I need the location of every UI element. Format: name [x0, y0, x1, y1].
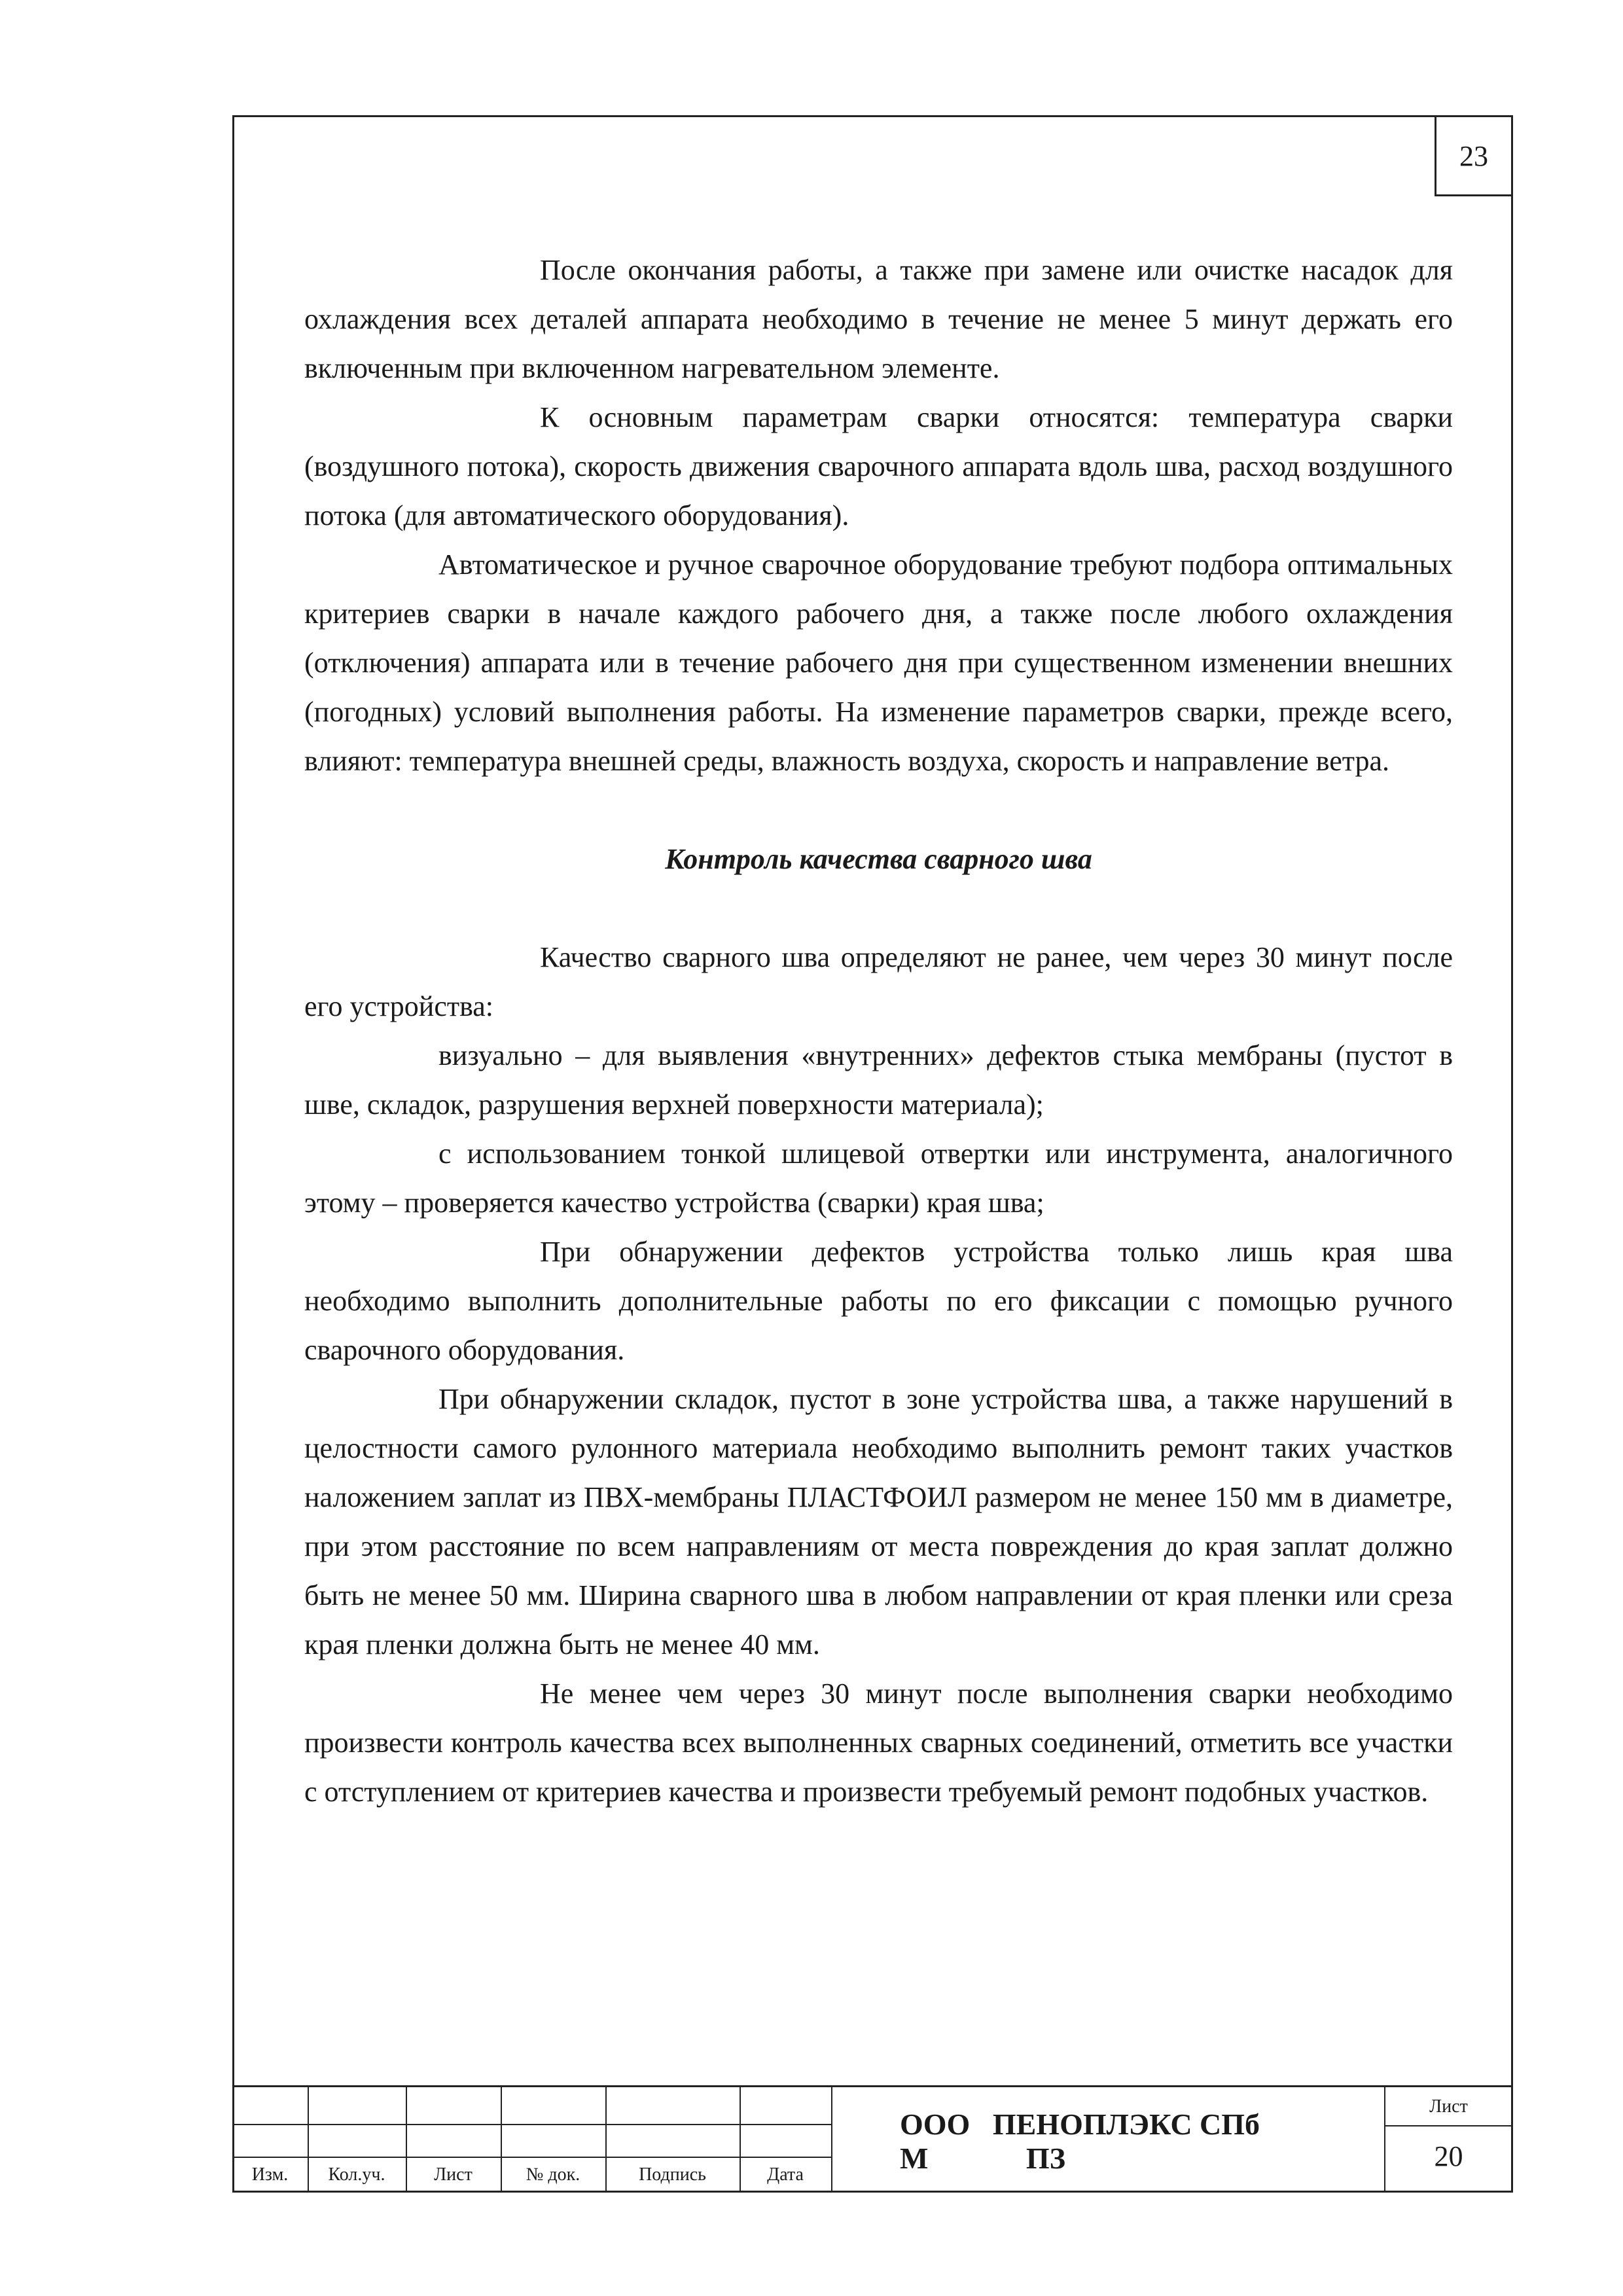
section-heading: Контроль качества сварного шва [665, 843, 1092, 875]
paragraph: визуально – для выявления «внутренних» дефектов стыка мембраны (пустот в шве, складок, разрушения верхней поверхности материала); [304, 1039, 1453, 1121]
col-label-date: Дата [767, 2164, 804, 2185]
paragraph: Качество сварного шва определяют не ранее, чем через 30 минут после его устройства: [304, 941, 1453, 1022]
title-block-stamp [232, 2085, 1513, 2193]
col-label-signature: Подпись [639, 2164, 706, 2185]
paragraph: с использованием тонкой шлицевой отвертки или инструмента, аналогичного этому – проверяется качество устройства (сварки) края шва; [304, 1138, 1453, 1219]
paragraph: К основным параметрам сварки относятся: температура сварки (воздушного потока), скорость движения сварочного аппарата вдоль шва, расход воздушного потока (для автоматического оборудования). [304, 401, 1453, 531]
col-label-doc-number: № док. [526, 2164, 580, 2185]
paragraph: При обнаружении складок, пустот в зоне устройства шва, а также нарушений в целостности самого рулонного материала необходимо выполнить ремонт таких участков наложением заплат из ПВХ-мембраны ПЛАСТФОИЛ размером не менее 150 мм в диаметре, при этом расстояние по всем направлениям от места повреждения до края заплат должно быть не менее 50 мм. Ширина сварного шва в любом направлении от края пленки или среза края пленки должна быть не менее 40 мм. [304, 1383, 1453, 1660]
stamp-row-line [1384, 2125, 1513, 2126]
corner-page-number: 23 [1435, 115, 1513, 196]
col-label-change: Изм. [251, 2164, 289, 2185]
stamp-divider [831, 2087, 832, 2193]
stamp-row-line [232, 2124, 831, 2125]
paragraph: Автоматическое и ручное сварочное оборудование требуют подбора оптимальных критериев сварки в начале каждого рабочего дня, а также после любого охлаждения (отключения) аппарата или в течение рабочего дня при существенном изменении внешних (погодных) условий выполнения работы. На изменение параметров сварки, прежде всего, влияют: температура внешней среды, влажность воздуха, скорость и направление ветра. [304, 548, 1453, 777]
paragraph: При обнаружении дефектов устройства только лишь края шва необходимо выполнить дополнительные работы по его фиксации с помощью ручного сварочного оборудования. [304, 1236, 1453, 1366]
stamp-row-line [232, 2157, 831, 2158]
stamp-title-line2: М ПЗ [900, 2142, 1065, 2175]
col-label-qty: Кол.уч. [328, 2164, 385, 2185]
sheet-number: 20 [1434, 2140, 1463, 2172]
col-label-sheet: Лист [434, 2164, 473, 2185]
paragraph: Не менее чем через 30 минут после выполнения сварки необходимо произвести контроль качества всех выполненных сварных соединений, отметить все участки с отступлением от критериев качества и произвести требуемый ремонт подобных участков. [304, 1677, 1453, 1808]
stamp-title-line1: ООО ПЕНОПЛЭКС СПб [900, 2108, 1260, 2141]
paragraph: После окончания работы, а также при замене или очистке насадок для охлаждения всех деталей аппарата необходимо в течение не менее 5 минут держать его включенным при включенном нагревательном элементе. [304, 254, 1453, 384]
sheet-label: Лист [1429, 2096, 1468, 2117]
document-body [304, 245, 1453, 1816]
